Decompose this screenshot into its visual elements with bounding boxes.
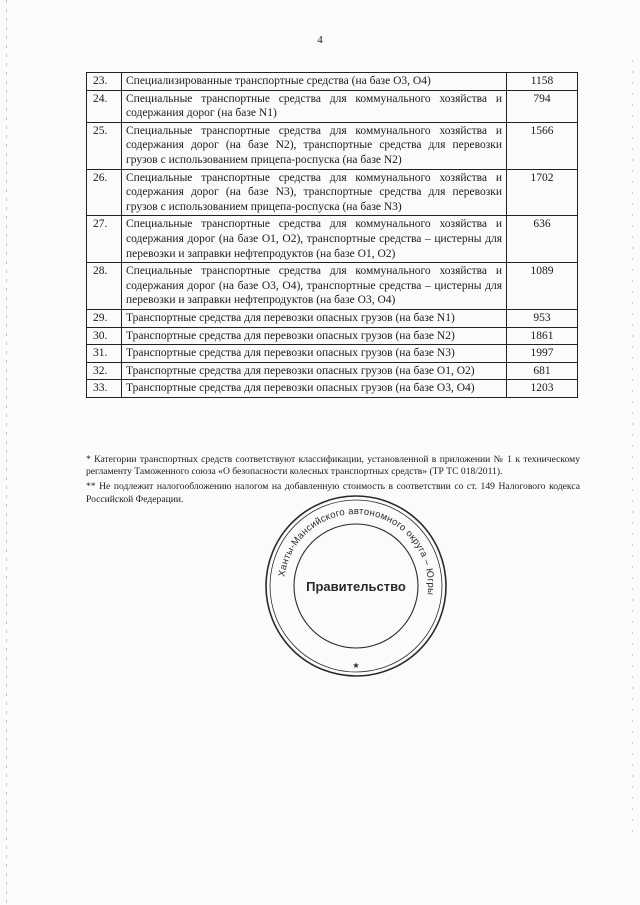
table-row (87, 169, 578, 216)
table-row (87, 90, 578, 122)
table-row (87, 309, 578, 327)
footnote-1: * Категории транспортных средств соответствуют классификации, установленной в приложении № 1 к техническому регламенту Таможенного союза «О безопасности колесных транспортных средств» (ТР ТС 018/2011). (86, 454, 580, 478)
row-description: Специальные транспортные средства для коммунального хозяйства и содержания дорог (на базе N1) (122, 90, 507, 122)
row-description: Специальные транспортные средства для коммунального хозяйства и содержания дорог (на базе O3, O4), транспортные средства – цистерны для перевозки и заправки нефтепродуктов (на базе O3, O4) (122, 263, 507, 310)
page-number: 4 (317, 34, 323, 46)
table-row (87, 263, 578, 310)
row-number: 26. (87, 169, 122, 216)
row-value: 1089 (507, 263, 578, 310)
row-value: 1203 (507, 380, 578, 398)
row-description: Специальные транспортные средства для коммунального хозяйства и содержания дорог (на базе N3), транспортные средства для перевозки грузов с использованием прицепа-роспуска (на базе N3) (122, 169, 507, 216)
row-number: 23. (87, 73, 122, 91)
row-value: 681 (507, 362, 578, 380)
row-value: 1861 (507, 327, 578, 345)
table-row (87, 216, 578, 263)
row-description: Транспортные средства для перевозки опасных грузов (на базе O3, O4) (122, 380, 507, 398)
row-number: 24. (87, 90, 122, 122)
row-number: 28. (87, 263, 122, 310)
scan-edge-right (632, 60, 633, 840)
official-seal (263, 493, 449, 679)
row-value: 1158 (507, 73, 578, 91)
seal-graphic (263, 493, 449, 679)
seal-ring-text: Ханты-Мансийского автономного округа – Югры (276, 505, 437, 596)
row-value: 636 (507, 216, 578, 263)
row-value: 1566 (507, 122, 578, 169)
table-row (87, 362, 578, 380)
table-row (87, 122, 578, 169)
row-description: Транспортные средства для перевозки опасных грузов (на базе N3) (122, 345, 507, 363)
table-row (87, 345, 578, 363)
row-value: 794 (507, 90, 578, 122)
row-description: Специализированные транспортные средства (на базе O3, O4) (122, 73, 507, 91)
seal-star-icon: ★ (352, 661, 360, 670)
row-number: 33. (87, 380, 122, 398)
row-value: 1997 (507, 345, 578, 363)
footnote-2: ** Не подлежит налогообложению налогом на добавленную стоимость в соответствии со ст. 149 Налогового кодекса Российской Федерации. (86, 481, 580, 505)
row-number: 31. (87, 345, 122, 363)
row-description: Транспортные средства для перевозки опасных грузов (на базе N2) (122, 327, 507, 345)
table-row (87, 380, 578, 398)
row-description: Специальные транспортные средства для коммунального хозяйства и содержания дорог (на базе N2), транспортные средства для перевозки грузов с использованием прицепа-роспуска (на базе N2) (122, 122, 507, 169)
row-number: 32. (87, 362, 122, 380)
row-value: 953 (507, 309, 578, 327)
row-description: Специальные транспортные средства для коммунального хозяйства и содержания дорог (на базе O1, O2), транспортные средства – цистерны для перевозки и заправки нефтепродуктов (на базе O1, O2) (122, 216, 507, 263)
row-description: Транспортные средства для перевозки опасных грузов (на базе N1) (122, 309, 507, 327)
row-number: 25. (87, 122, 122, 169)
row-number: 27. (87, 216, 122, 263)
rates-table (86, 72, 578, 398)
row-description: Транспортные средства для перевозки опасных грузов (на базе O1, O2) (122, 362, 507, 380)
table-row (87, 327, 578, 345)
row-number: 30. (87, 327, 122, 345)
row-value: 1702 (507, 169, 578, 216)
scan-edge-left (6, 0, 7, 905)
seal-center-text: Правительство (306, 579, 406, 594)
table-row (87, 73, 578, 91)
rates-table-body (87, 73, 578, 398)
row-number: 29. (87, 309, 122, 327)
